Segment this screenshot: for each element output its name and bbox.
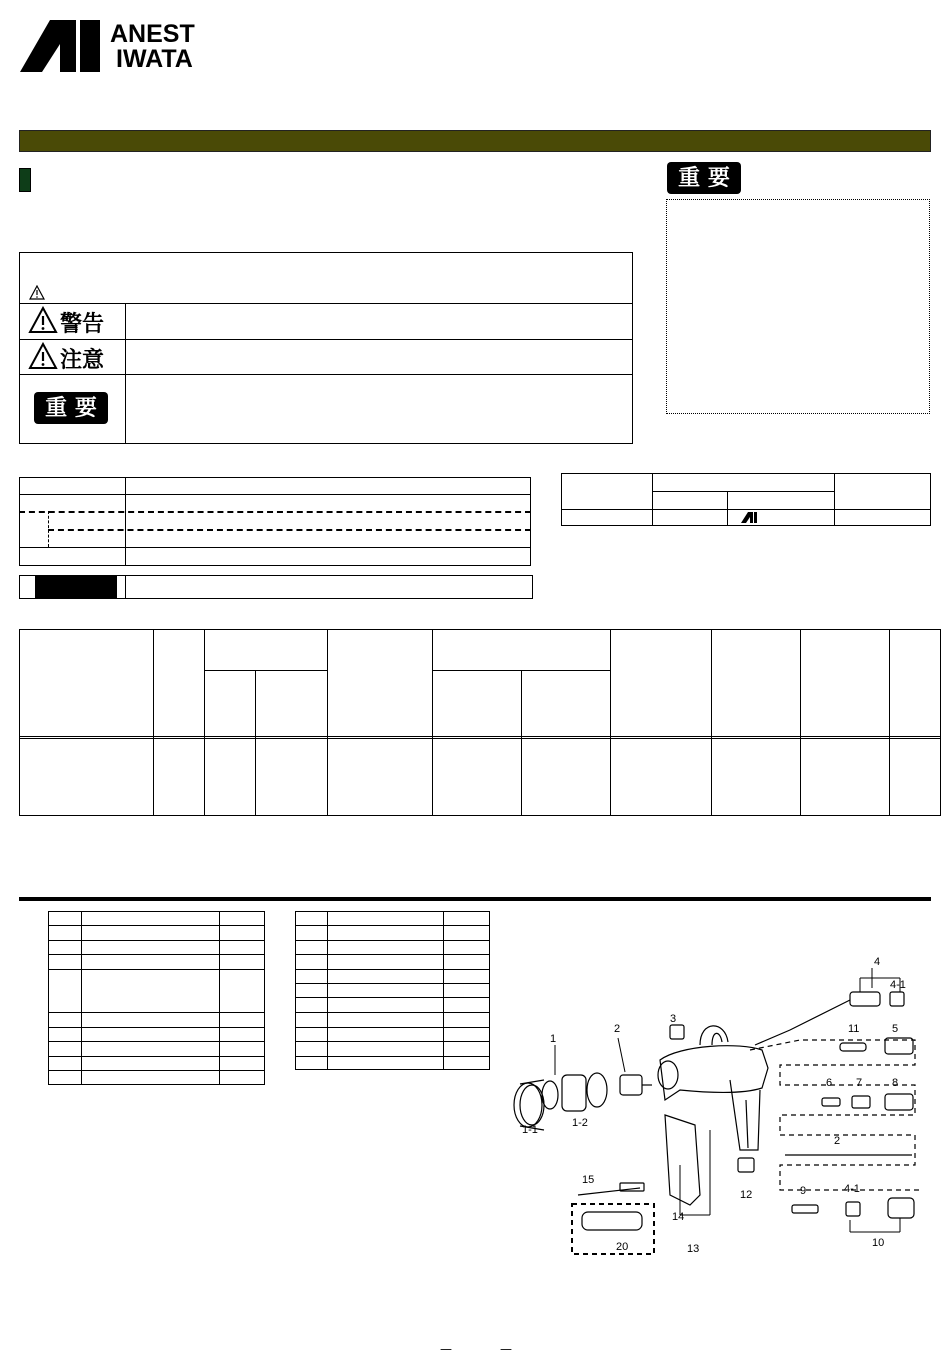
callout-9: 9: [800, 1185, 807, 1197]
important-label: 重 要: [667, 162, 741, 194]
callout-12: 12: [740, 1189, 753, 1201]
callout-4-1b: 4-1: [844, 1183, 860, 1195]
exploded-parts-diagram: [500, 950, 940, 1270]
callout-1: 1: [550, 1033, 557, 1045]
warning-label: 警告: [60, 312, 105, 337]
callout-1-2: 1-2: [572, 1117, 588, 1129]
callout-20: 20: [616, 1241, 629, 1253]
callout-7: 7: [856, 1077, 863, 1089]
info-table: [19, 477, 531, 566]
callout-8: 8: [892, 1077, 899, 1089]
callout-2: 2: [614, 1023, 621, 1035]
callout-13: 13: [687, 1243, 700, 1255]
callout-3: 3: [670, 1013, 677, 1025]
page-mark-left: —: [440, 1342, 452, 1356]
important-notice-box: [666, 199, 930, 414]
brand-logo-mark: [20, 20, 102, 72]
page-mark-right: —: [500, 1342, 512, 1356]
parts-list-right: [295, 911, 490, 1070]
important-label-small: 重 要: [34, 392, 108, 424]
callout-10: 10: [872, 1237, 885, 1249]
section-marker: [19, 168, 31, 192]
brand-name-line2: IWATA: [116, 45, 193, 73]
safety-symbols-box: [19, 252, 633, 444]
brand-name-line1: ANEST: [110, 20, 195, 48]
section-header-band: [19, 130, 931, 152]
callout-1-1: 1-1: [522, 1124, 538, 1136]
callout-11: 11: [848, 1023, 860, 1035]
callout-6: 6: [826, 1077, 833, 1089]
callout-4: 4: [874, 956, 881, 968]
brand-mini-logo: [741, 512, 757, 523]
caution-icon: [28, 342, 58, 370]
caution-label: 注意: [60, 348, 105, 373]
callout-5: 5: [892, 1023, 899, 1035]
section-divider: [19, 897, 931, 901]
callout-14: 14: [672, 1211, 685, 1223]
callout-4-1: 4-1: [890, 979, 906, 991]
mark-black-block: [35, 575, 117, 599]
callout-15: 15: [582, 1174, 595, 1186]
warning-icon: [28, 306, 58, 334]
warning-triangle-icon: [29, 285, 45, 300]
spec-table: [19, 629, 941, 816]
callout-2b: 2: [834, 1135, 841, 1147]
